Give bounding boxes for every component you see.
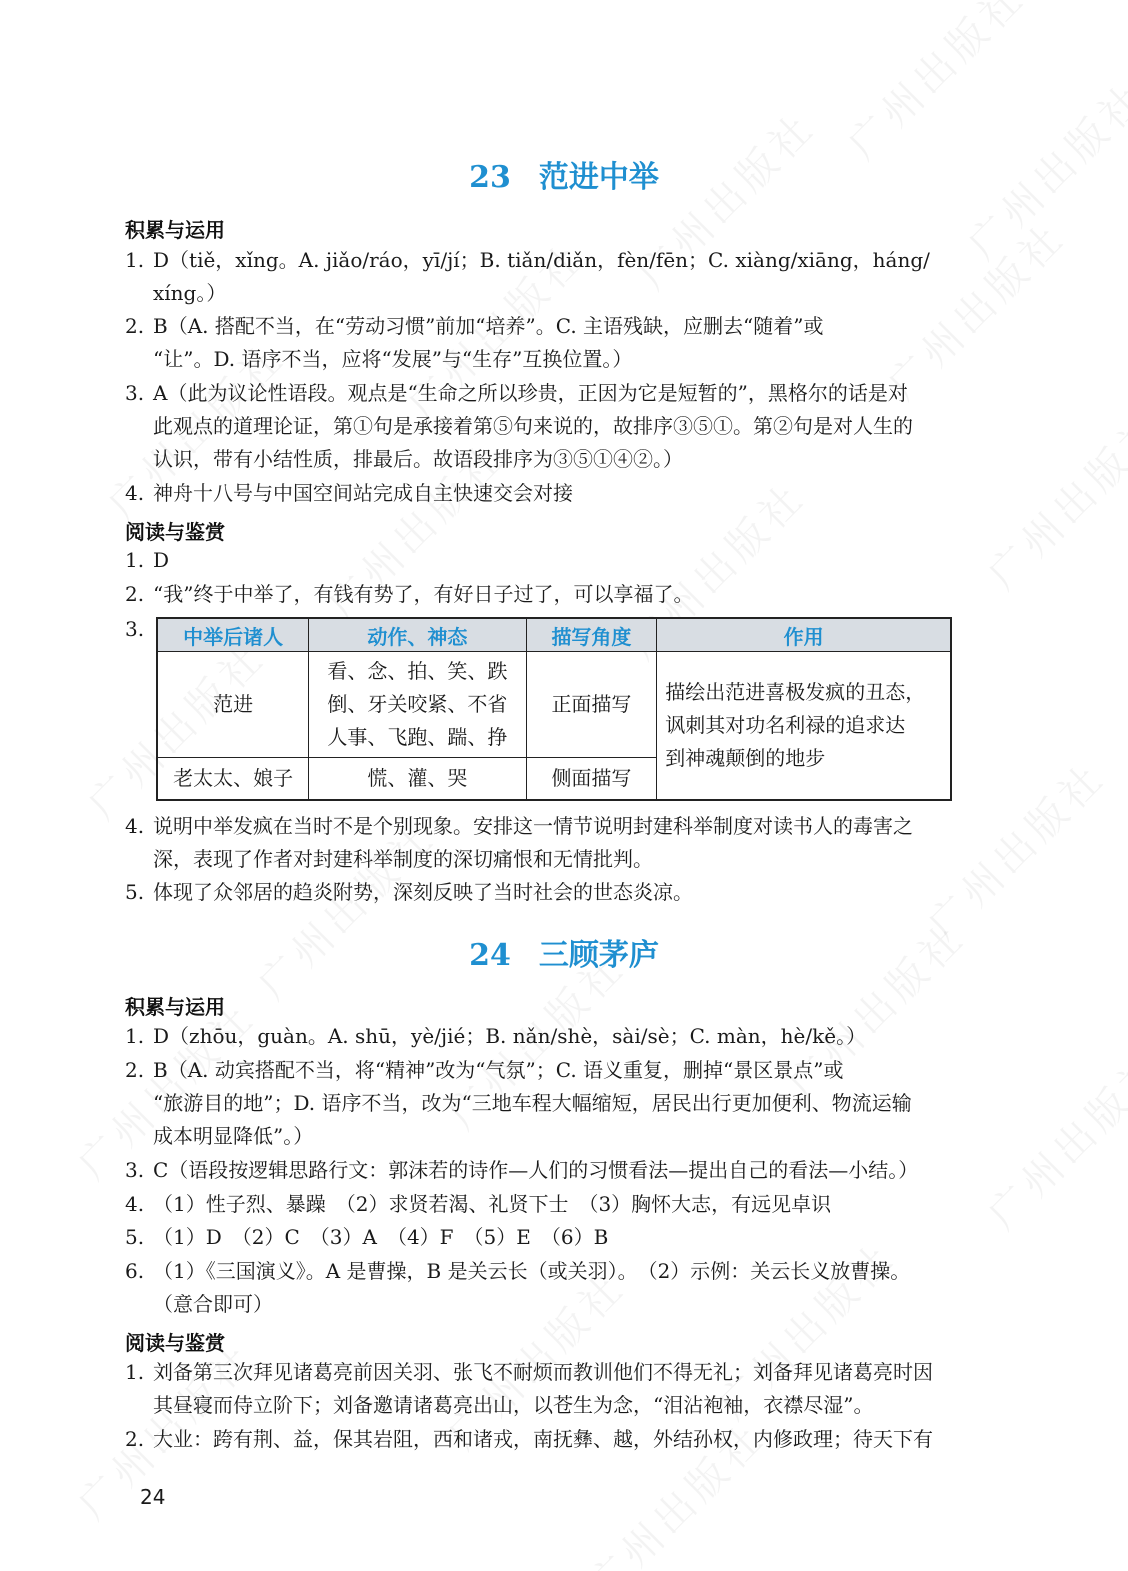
answer-item: 2. B（A. 搭配不当，在“劳动习惯”前加“培养”。C. 主语残缺，应删去“随着”或 “让”。D. 语序不当，应将“发展”与“生存”互换位置。）	[125, 314, 824, 371]
answer-item: 2. B（A. 动宾搭配不当，将“精神”改为“气氛”；C. 语义重复，删掉“景区景点”或 “旅游目的地”；D. 语序不当，改为“三地车程大幅缩短，居民出行更加便利、物流运输 成本明显降低”。）	[125, 1058, 912, 1148]
table-cell: 老太太、娘子	[157, 758, 309, 800]
table-header: 动作、神态	[309, 618, 526, 652]
chapter-23-title	[0, 152, 1128, 196]
chapter-number: 23	[469, 160, 511, 195]
answer-item: 4. 说明中举发疯在当时不是个别现象。安排这一情节说明封建科举制度对读书人的毒害之 深，表现了作者对封建科举制度的深切痛恨和无情批判。	[125, 814, 913, 871]
answer-item: 3. A（此为议论性语段。观点是“生命之所以珍贵，正因为它是短暂的”，黑格尔的话是对 此观点的道理论证，第①句是承接着第⑤句来说的，故排序③⑤①。第②句是对人生的 认识，带有小结性质，排最后。故语段排序为③⑤①④②。）	[125, 381, 913, 471]
table-cell: 侧面描写	[526, 758, 657, 800]
answer-item: 2. “我”终于中举了，有钱有势了，有好日子过了，可以享福了。	[125, 582, 694, 606]
answer-item: 5. （1）D （2）C （3）A （4）F （5）E （6）B	[125, 1225, 609, 1249]
table-cell: 描绘出范进喜极发疯的丑态， 讽刺其对功名利禄的追求达 到神魂颠倒的地步	[657, 652, 951, 800]
answer-item: 4. （1）性子烈、暴躁 （2）求贤若渴、礼贤下士 （3）胸怀大志，有远见卓识	[125, 1192, 832, 1216]
answer-item: 1. D（zhōu，guàn。A. shū，yè/jié；B. nǎn/shè，sài/sè；C. màn，hè/kě。）	[125, 1024, 867, 1048]
chapter-title: 三顾茅庐	[538, 938, 659, 973]
section-heading: 阅读与鉴赏	[125, 1331, 225, 1355]
answer-item: 4. 神舟十八号与中国空间站完成自主快速交会对接	[125, 481, 573, 505]
answer-item: 2. 大业：跨有荆、益，保其岩阻，西和诸戎，南抚彝、越，外结孙权，内修政理；待天下有	[125, 1427, 933, 1451]
answer-item: 1. 刘备第三次拜见诸葛亮前因关羽、张飞不耐烦而教训他们不得无礼；刘备拜见诸葛亮时因 其昼寝而侍立阶下；刘备邀请诸葛亮出山，以苍生为念，“泪沾袍袖，衣襟尽湿”。	[125, 1360, 933, 1417]
answer-item: 5. 体现了众邻居的趋炎附势，深刻反映了当时社会的世态炎凉。	[125, 880, 693, 904]
answer-item: 1. D	[125, 548, 170, 572]
answer-item: 1. D（tiě，xǐng。A. jiǎo/ráo，yī/jí；B. tiǎn/diǎn，fèn/fēn；C. xiàng/xiāng，háng/ xíng。）	[125, 248, 930, 305]
section-heading: 阅读与鉴赏	[125, 520, 225, 544]
table-header-row	[157, 618, 951, 652]
table-header: 中举后诸人	[157, 618, 309, 652]
section-heading: 积累与运用	[125, 218, 225, 242]
page-number: 24	[140, 1485, 166, 1509]
chapter-title: 范进中举	[538, 160, 659, 195]
table-cell: 范进	[157, 652, 309, 758]
answer-item: 3. C（语段按逻辑思路行文：郭沫若的诗作—人们的习惯看法—提出自己的看法—小结。）	[125, 1158, 919, 1182]
table-header: 作用	[657, 618, 951, 652]
section-heading: 积累与运用	[125, 995, 225, 1019]
chapter-number: 24	[469, 938, 511, 973]
table-cell: 看、念、拍、笑、跌 倒、牙关咬紧、不省 人事、飞跑、踹、挣	[309, 652, 526, 758]
table-cell: 慌、灌、哭	[309, 758, 526, 800]
chapter-24-title	[0, 930, 1128, 974]
table-header: 描写角度	[526, 618, 657, 652]
table-row	[157, 652, 951, 758]
answer-table	[156, 617, 952, 801]
watermark	[834, 0, 1037, 170]
question-number: 3.	[125, 617, 145, 641]
table-cell: 正面描写	[526, 652, 657, 758]
answer-item: 6. （1）《三国演义》。A 是曹操，B 是关云长（或关羽）。 （2）示例：关云长义放曹操。 （意合即可）	[125, 1259, 911, 1316]
